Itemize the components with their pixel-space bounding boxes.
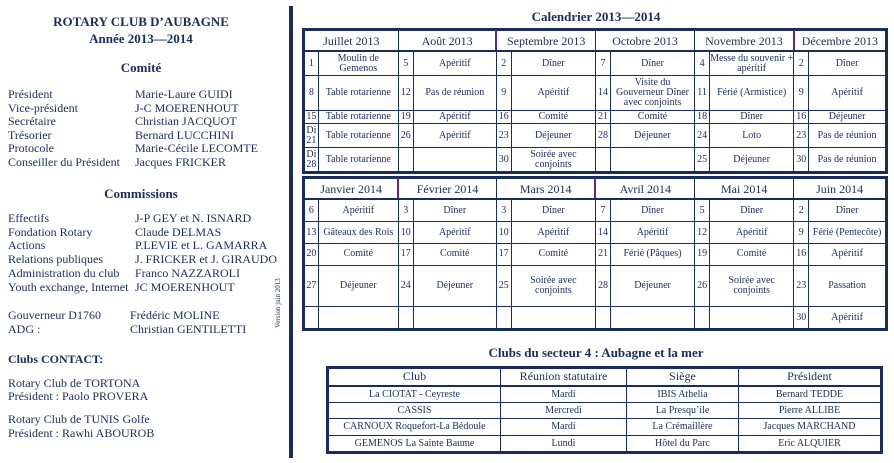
month-header: Septembre 2013 bbox=[496, 31, 595, 52]
secteur-cell: Hôtel du Parc bbox=[627, 435, 739, 451]
table-row bbox=[329, 386, 881, 403]
event-cell: Comité bbox=[511, 111, 595, 124]
commissions-role: Fondation Rotary bbox=[8, 224, 93, 239]
club-title: ROTARY CLUB D’AUBAGNE bbox=[53, 14, 229, 29]
calendar-row bbox=[305, 124, 886, 148]
day-number: 16 bbox=[496, 111, 511, 124]
gouverneur-label: Gouverneur D1760 bbox=[8, 308, 101, 322]
event-cell: Gâteaux des Rois bbox=[318, 222, 398, 244]
month-header: Août 2013 bbox=[398, 31, 496, 52]
commissions-name: J. FRICKER et J. GIRAUDO bbox=[135, 252, 278, 267]
table-row bbox=[329, 435, 881, 451]
event-cell: Apéritif bbox=[413, 51, 496, 76]
comite-role: Protocole bbox=[8, 141, 54, 156]
gouverneur-name: Frédéric MOLINE bbox=[130, 308, 220, 322]
secteur-header: Siège bbox=[627, 369, 739, 386]
secteur-cell: La Presqu’ile bbox=[627, 403, 739, 419]
day-number: 9 bbox=[794, 222, 809, 244]
event-cell: Déjeuner bbox=[511, 124, 595, 148]
event-cell: Comité bbox=[318, 243, 398, 265]
calendar-table-1 bbox=[304, 30, 886, 172]
event-cell: Dîner bbox=[413, 199, 496, 222]
event-cell bbox=[413, 148, 496, 172]
secteur-header-row bbox=[329, 369, 881, 386]
event-cell: Dîner bbox=[610, 51, 694, 76]
day-number: 21 bbox=[595, 243, 610, 265]
event-cell: Déjeuner bbox=[610, 124, 694, 148]
day-number: 14 bbox=[595, 222, 610, 244]
calendar-row bbox=[305, 199, 886, 222]
calendar-row bbox=[305, 222, 886, 244]
day-number: 15 bbox=[306, 111, 317, 123]
day-number: 21 bbox=[595, 111, 610, 124]
event-cell: Dîner bbox=[809, 51, 886, 76]
event-cell: Table rotarienne bbox=[318, 111, 398, 124]
day-number bbox=[496, 307, 511, 329]
day-number: 19 bbox=[398, 111, 413, 124]
day-number: 25 bbox=[695, 148, 710, 172]
contact-2-club: Rotary Club de TUNIS Golfe bbox=[8, 412, 150, 426]
comite-name: J-C MOERENHOUT bbox=[135, 100, 239, 115]
day-number: 23 bbox=[794, 124, 809, 148]
contact-1-president: Président : Paolo PROVERA bbox=[8, 389, 149, 403]
event-cell: Apéritif bbox=[809, 76, 886, 111]
secteur-cell: Bernard TEDDE bbox=[739, 386, 881, 403]
club-year: Année 2013—2014 bbox=[89, 31, 193, 46]
event-cell: Dîner bbox=[511, 51, 595, 76]
event-cell: Table rotarienne bbox=[318, 76, 398, 111]
day-number: 10 bbox=[398, 222, 413, 244]
day-number: 30 bbox=[496, 148, 511, 172]
event-cell bbox=[710, 307, 794, 329]
event-cell: Comité bbox=[610, 111, 694, 124]
adg-name: Christian GENTILETTI bbox=[130, 322, 247, 336]
day-number: 3 bbox=[496, 199, 511, 222]
secteur-cell: Eric ALQUIER bbox=[739, 435, 881, 451]
secteur-cell: Pierre ALLIBE bbox=[739, 403, 881, 419]
event-cell: Loto bbox=[710, 124, 794, 148]
day-number: 28 bbox=[595, 124, 610, 148]
event-cell: Pas de réunion bbox=[413, 76, 496, 111]
day-number bbox=[595, 148, 610, 172]
day-number: 20 bbox=[305, 243, 319, 265]
secteur-cell: IBIS Athelia bbox=[627, 386, 739, 403]
month-header: Avril 2014 bbox=[595, 179, 694, 200]
event-cell: Comité bbox=[413, 243, 496, 265]
event-cell: Apéritif bbox=[511, 222, 595, 244]
month-header: Mars 2014 bbox=[496, 179, 595, 200]
month-header: Décembre 2013 bbox=[794, 31, 886, 52]
event-cell: Soirée avec conjoints bbox=[511, 148, 595, 172]
table-row bbox=[329, 419, 881, 435]
commissions-role: Youth exchange, Internet bbox=[8, 279, 129, 294]
day-number: 9 bbox=[496, 76, 511, 111]
event-cell: Déjeuner bbox=[809, 111, 886, 124]
commissions-name: Claude DELMAS bbox=[135, 224, 222, 239]
event-cell: Férié (Pâques) bbox=[610, 243, 694, 265]
day-number: 10 bbox=[496, 222, 511, 244]
secteur-cell: GEMENOS La Sainte Baume bbox=[329, 435, 501, 451]
day-number: 6 bbox=[305, 199, 319, 222]
comite-role: Conseiller du Président bbox=[8, 155, 120, 169]
event-cell: Dîner bbox=[710, 199, 794, 222]
event-cell: Soirée avec conjoints bbox=[511, 265, 595, 307]
left-panel bbox=[0, 0, 282, 463]
event-cell: Déjeuner bbox=[710, 148, 794, 172]
event-cell: Férié (Armistice) bbox=[710, 76, 794, 111]
day-number: 2 bbox=[496, 51, 511, 76]
secteur-cell: La Crémaillère bbox=[627, 419, 739, 435]
event-cell: Moulin de Gemenos bbox=[318, 51, 398, 76]
commissions-name: P.LEVIE et L. GAMARRA bbox=[135, 238, 268, 253]
calendar-row bbox=[305, 111, 886, 124]
event-cell: Déjeuner bbox=[610, 265, 694, 307]
calendar-title: Calendrier 2013—2014 bbox=[531, 9, 661, 24]
month-header: Juin 2014 bbox=[794, 179, 886, 200]
day-number: 30 bbox=[794, 148, 809, 172]
commissions-role: Actions bbox=[8, 238, 46, 253]
event-cell bbox=[511, 307, 595, 329]
event-cell: Dîner bbox=[511, 199, 595, 222]
secteur-cell: La CIOTAT - Ceyreste bbox=[329, 386, 501, 403]
event-cell: Comité bbox=[511, 243, 595, 265]
day-number: 9 bbox=[794, 76, 809, 111]
event-cell bbox=[610, 307, 694, 329]
calendar-row bbox=[305, 243, 886, 265]
event-cell: Apéritif bbox=[710, 222, 794, 244]
commissions-role: Relations publiques bbox=[8, 252, 103, 267]
day-number: 2 bbox=[794, 199, 809, 222]
event-cell: Pas de réunion bbox=[809, 124, 886, 148]
event-cell: Déjeuner bbox=[413, 265, 496, 307]
day-number: Di 21 bbox=[306, 124, 317, 146]
calendar-semester-1 bbox=[302, 28, 888, 174]
day-number: 16 bbox=[794, 111, 809, 124]
day-number: 2 bbox=[794, 51, 809, 76]
secteur-title: Clubs du secteur 4 : Aubagne et la mer bbox=[488, 345, 704, 360]
day-number: 7 bbox=[595, 199, 610, 222]
event-cell: Table rotarienne bbox=[318, 124, 398, 148]
event-cell: Messe du souvenir + apéritif bbox=[710, 51, 794, 76]
event-cell: Apéritif bbox=[413, 222, 496, 244]
day-number: 28 bbox=[595, 265, 610, 307]
calendar-row bbox=[305, 148, 886, 172]
event-cell: Déjeuner bbox=[318, 265, 398, 307]
day-number: 13 bbox=[305, 222, 319, 244]
event-cell: Apéritif bbox=[318, 199, 398, 222]
day-number: 26 bbox=[695, 265, 710, 307]
day-number: 14 bbox=[595, 76, 610, 111]
secteur-header: Réunion statutaire bbox=[501, 369, 627, 386]
adg-label: ADG : bbox=[8, 322, 41, 336]
comite-role: Président bbox=[8, 87, 53, 101]
contact-title: Clubs CONTACT: bbox=[8, 352, 104, 366]
month-header: Novembre 2013 bbox=[695, 31, 794, 52]
comite-role: Secrétaire bbox=[8, 114, 56, 129]
comite-role: Trésorier bbox=[8, 127, 52, 142]
day-number: 24 bbox=[695, 124, 710, 148]
event-cell: Soirée avec conjoints bbox=[710, 265, 794, 307]
day-number bbox=[398, 148, 413, 172]
event-cell: Comité bbox=[710, 243, 794, 265]
day-number: 12 bbox=[695, 222, 710, 244]
comite-role: Vice-président bbox=[8, 100, 78, 115]
event-cell bbox=[318, 307, 398, 329]
secteur-cell: CARNOUX Roquefort-La Bédoule bbox=[329, 419, 501, 435]
event-cell: Visite du Gouverneur Dîner avec conjoints bbox=[610, 76, 694, 111]
day-number: 12 bbox=[398, 76, 413, 111]
day-number: Di 28 bbox=[306, 148, 317, 170]
day-number: 4 bbox=[695, 51, 710, 76]
event-cell: Apéritif bbox=[413, 124, 496, 148]
secteur-cell: Jacques MARCHAND bbox=[739, 419, 881, 435]
event-cell: Dîner bbox=[710, 111, 794, 124]
day-number: 23 bbox=[496, 124, 511, 148]
table-row bbox=[329, 403, 881, 419]
event-cell bbox=[610, 148, 694, 172]
event-cell bbox=[413, 307, 496, 329]
commissions-name: J-P GEY et N. ISNARD bbox=[135, 211, 252, 225]
day-number: 3 bbox=[398, 199, 413, 222]
secteur-table bbox=[328, 368, 881, 452]
day-number: 25 bbox=[496, 265, 511, 307]
event-cell: Dîner bbox=[809, 199, 886, 222]
secteur-cell: CASSIS bbox=[329, 403, 501, 419]
secteur-cell: Lundi bbox=[501, 435, 627, 451]
month-header: Janvier 2014 bbox=[305, 179, 399, 200]
month-header: Octobre 2013 bbox=[595, 31, 694, 52]
contact-2-president: Président : Rawhi ABOUROB bbox=[8, 426, 155, 440]
event-cell: Table rotarienne bbox=[318, 148, 398, 172]
comite-name: Marie-Laure GUIDI bbox=[135, 87, 233, 101]
day-number: 26 bbox=[398, 124, 413, 148]
event-cell: Apéritif bbox=[809, 243, 886, 265]
calendar-semester-2 bbox=[302, 176, 888, 331]
month-header: Juillet 2013 bbox=[305, 31, 399, 52]
comite-name: Bernard LUCCHINI bbox=[135, 127, 234, 142]
secteur-header: Président bbox=[739, 369, 881, 386]
day-number bbox=[305, 307, 319, 329]
day-number: 17 bbox=[398, 243, 413, 265]
column-divider bbox=[289, 6, 293, 458]
day-number: 23 bbox=[794, 265, 809, 307]
comite-title: Comité bbox=[120, 60, 162, 75]
secteur-header: Club bbox=[329, 369, 501, 386]
event-cell: Apéritif bbox=[413, 111, 496, 124]
calendar-row bbox=[305, 51, 886, 76]
event-cell: Apéritif bbox=[511, 76, 595, 111]
day-number: 1 bbox=[305, 51, 319, 76]
calendar-row bbox=[305, 307, 886, 329]
calendar-row bbox=[305, 265, 886, 307]
calendar-table-2 bbox=[304, 178, 886, 329]
commissions-name: JC MOERENHOUT bbox=[135, 279, 235, 294]
commissions-role: Effectifs bbox=[8, 211, 50, 225]
day-number: 17 bbox=[496, 243, 511, 265]
secteur-table-box bbox=[326, 366, 883, 454]
month-header: Février 2014 bbox=[398, 179, 496, 200]
secteur-cell: Mercredi bbox=[501, 403, 627, 419]
day-number: 27 bbox=[305, 265, 319, 307]
day-number: 18 bbox=[695, 111, 710, 124]
calendar-row bbox=[305, 76, 886, 111]
day-number bbox=[398, 307, 413, 329]
day-number: 5 bbox=[695, 199, 710, 222]
day-number bbox=[595, 307, 610, 329]
event-cell: Dîner bbox=[610, 199, 694, 222]
event-cell: Pas de réunion bbox=[809, 148, 886, 172]
commissions-name: Franco NAZZAROLI bbox=[135, 265, 240, 280]
event-cell: Apéritif bbox=[809, 307, 886, 329]
event-cell: Férié (Pentecôte) bbox=[809, 222, 886, 244]
comite-name: Jacques FRICKER bbox=[135, 155, 226, 169]
day-number: 11 bbox=[695, 76, 710, 111]
secteur-cell: Mardi bbox=[501, 386, 627, 403]
day-number: 7 bbox=[595, 51, 610, 76]
version-note: Version juin 2013 bbox=[274, 278, 282, 328]
day-number: 5 bbox=[398, 51, 413, 76]
commissions-title: Commissions bbox=[104, 186, 178, 201]
comite-name: Christian JACQUOT bbox=[135, 114, 237, 129]
contact-1-club: Rotary Club de TORTONA bbox=[8, 376, 141, 390]
day-number: 19 bbox=[695, 243, 710, 265]
day-number: 24 bbox=[398, 265, 413, 307]
day-number: 16 bbox=[794, 243, 809, 265]
comite-name: Marie-Cécile LECOMTE bbox=[135, 141, 258, 156]
day-number: 8 bbox=[305, 76, 319, 111]
month-header: Mai 2014 bbox=[695, 179, 794, 200]
event-cell: Passation bbox=[809, 265, 886, 307]
day-number: 30 bbox=[794, 307, 809, 329]
day-number bbox=[695, 307, 710, 329]
commissions-role: Administration du club bbox=[8, 265, 120, 280]
secteur-cell: Mardi bbox=[501, 419, 627, 435]
event-cell: Apéritif bbox=[610, 222, 694, 244]
